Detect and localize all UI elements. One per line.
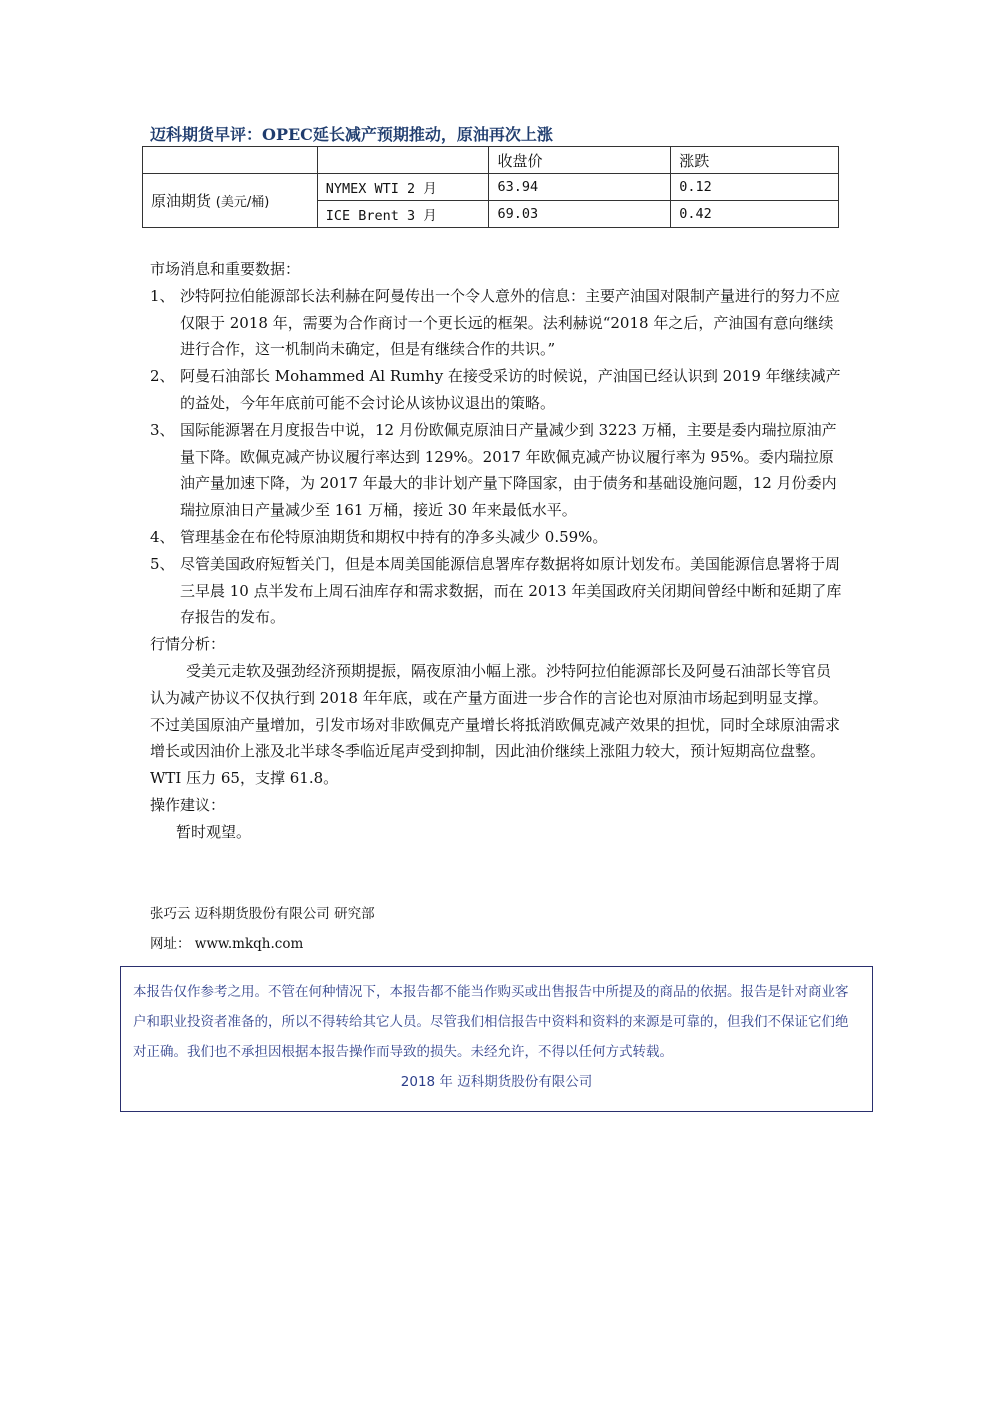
table-header-cell (143, 147, 318, 174)
list-item (150, 551, 842, 631)
item-number: 5、 (150, 554, 175, 573)
contract-cell: ICE Brent 3 月 (317, 201, 489, 228)
close-cell: 63.94 (489, 174, 671, 201)
table-header-change: 涨跌 (671, 147, 839, 174)
item-text: 阿曼石油部长 Mohammed Al Rumhy 在接受采访的时候说，产油国已经认识到 2019 年继续减产的益处，今年年底前可能不会讨论从该协议退出的策略。 (180, 367, 841, 412)
item-number: 1、 (150, 286, 175, 305)
item-text: 沙特阿拉伯能源部长法利赫在阿曼传出一个令人意外的信息：主要产油国对限制产量进行的努力不应仅限于 2018 年，需要为合作商讨一个更长远的框架。法利赫说“2018 年之后，产油国有意向继续进行合作，这一机制尚未确定，但是有继续合作的共识。” (180, 286, 841, 359)
contract-cell: NYMEX WTI 2 月 (317, 174, 489, 201)
item-number: 4、 (150, 527, 175, 546)
disclaimer-box (120, 966, 873, 1112)
analysis-text: 受美元走软及强劲经济预期提振，隔夜原油小幅上涨。沙特阿拉伯能源部长及阿曼石油部长等官员认为减产协议不仅执行到 2018 年年底，或在产量方面进一步合作的言论也对原油市场起到明显支撑。不过美国原油产量增加，引发市场对非欧佩克产量增长将抵消欧佩克减产效果的担忧，同时全球原油需求增长或因油价上涨及北半球冬季临近尾声受到抑制，因此油价继续上涨阻力较大，预计短期高位盘整。WTI 压力 65，支撑 61.8。 (150, 661, 841, 788)
author-signature: 张巧云 迈科期货股份有限公司 研究部 (150, 906, 375, 922)
category-cell (143, 174, 318, 228)
advice-heading: 操作建议： (150, 795, 226, 814)
item-number: 3、 (150, 420, 175, 439)
list-item (150, 417, 842, 524)
list-item (150, 283, 842, 363)
table-header-close: 收盘价 (489, 147, 671, 174)
advice-text: 暂时观望。 (176, 822, 252, 841)
table-header-row (143, 147, 839, 174)
unit-label: (美元/桶) (215, 195, 270, 210)
list-item (150, 363, 842, 417)
disclaimer-text: 本报告仅作参考之用。不管在何种情况下，本报告都不能当作购买或出售报告中所提及的商品的依据。报告是针对商业客户和职业投资者准备的，所以不得转给其它人员。尽管我们相信报告中资料和资料的来源是可靠的，但我们不保证它们绝对正确。我们也不承担因根据本报告操作而导致的损失。未经允许，不得以任何方式转载。 (133, 984, 849, 1060)
report-body (150, 256, 842, 846)
page-title: 迈科期货早评：OPEC延长减产预期推动，原油再次上涨 (150, 125, 553, 144)
table-row (143, 174, 839, 201)
close-cell: 69.03 (489, 201, 671, 228)
list-item (150, 524, 842, 551)
item-number: 2、 (150, 367, 175, 386)
price-table (142, 146, 839, 228)
table-header-cell (317, 147, 489, 174)
disclaimer-footer: 2018 年 迈科期货股份有限公司 (400, 1074, 593, 1090)
news-heading: 市场消息和重要数据： (150, 260, 301, 278)
category-label: 原油期货 (151, 192, 212, 210)
item-text: 国际能源署在月度报告中说，12 月份欧佩克原油日产量减少到 3223 万桶，主要是委内瑞拉原油产量下降。欧佩克减产协议履行率达到 129%。2017 年欧佩克减产协议履行率为 95%。委内瑞拉原油产量加速下降，为 2017 年最大的非计划产量下降国家，由于债务和基础设施问题，12 月份委内瑞拉原油日产量减少至 161 万桶，接近 30 年来最低水平。 (180, 420, 837, 520)
website-line: 网址： www.mkqh.com (150, 936, 304, 952)
change-cell: 0.42 (671, 201, 839, 228)
change-cell: 0.12 (671, 174, 839, 201)
item-text: 管理基金在布伦特原油期货和期权中持有的净多头减少 0.59%。 (180, 527, 608, 546)
analysis-heading: 行情分析： (150, 635, 226, 654)
item-text: 尽管美国政府短暂关门，但是本周美国能源信息署库存数据将如原计划发布。美国能源信息署将于周三早晨 10 点半发布上周石油库存和需求数据，而在 2013 年美国政府关闭期间曾经中断和延期了库存报告的发布。 (180, 554, 842, 627)
